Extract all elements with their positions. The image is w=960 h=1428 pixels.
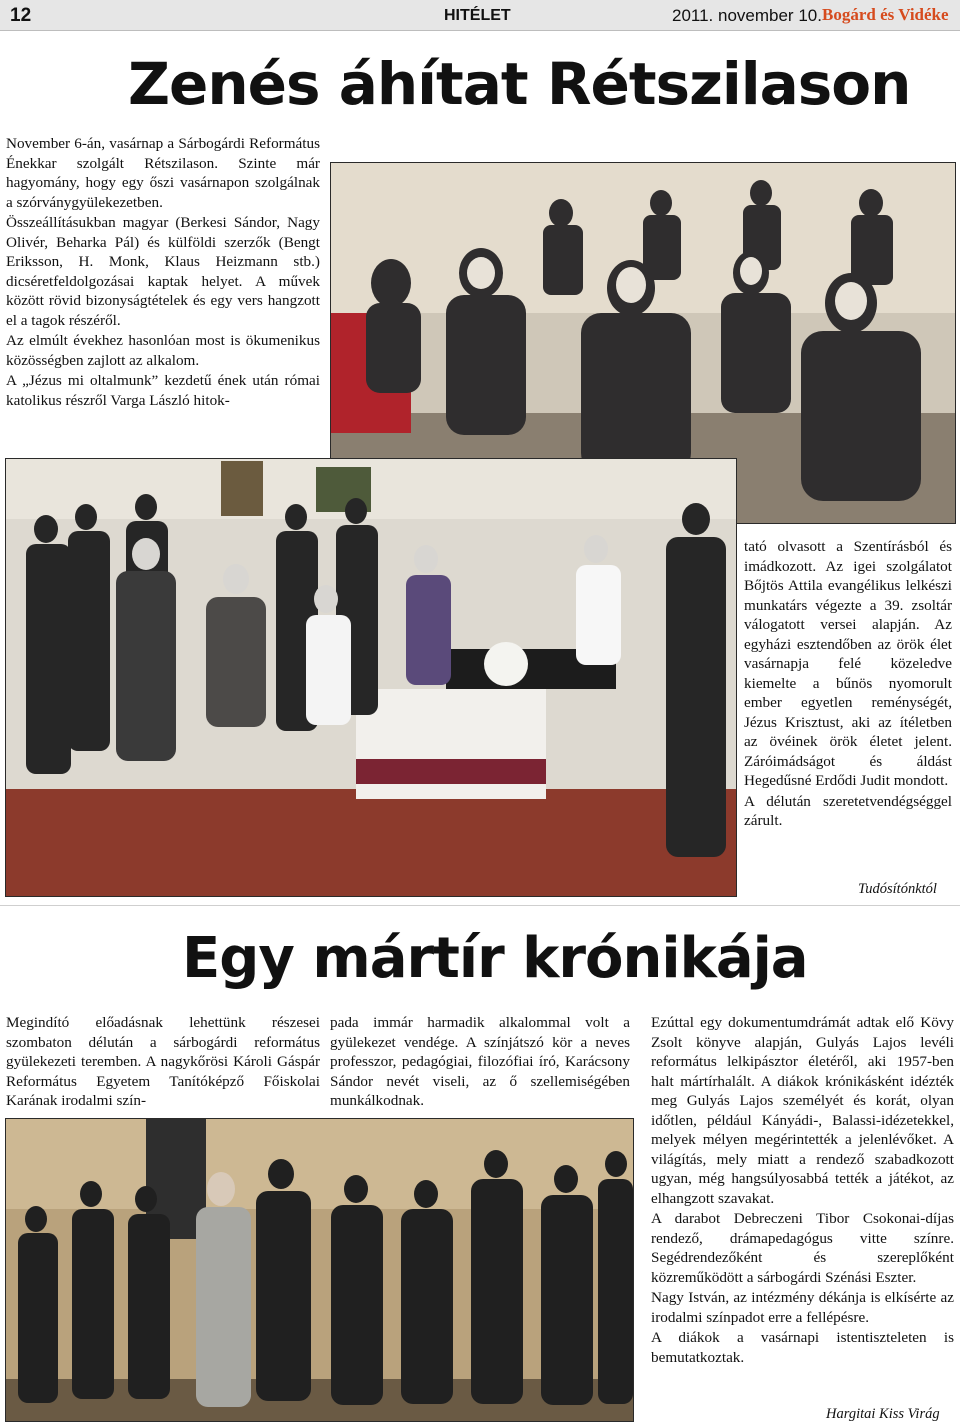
issue-date: 2011. november 10.: [672, 6, 822, 25]
article-divider: [0, 905, 960, 906]
page-header: [0, 0, 960, 31]
article-column: [330, 1013, 630, 1112]
students-photo-art: [6, 1119, 633, 1421]
section-label: HITÉLET: [444, 7, 511, 24]
students-photo: [5, 1118, 634, 1422]
paragraph: Megindító előadásnak lehettünk részesei szombaton délután a sárbogárdi református gyülekezeti teremben. A nagykőrösi Károli Gáspár Református Egyetem Tanítóképző Főiskolai Karának irodalmi szín-: [6, 1014, 320, 1109]
article-column: [6, 1013, 320, 1112]
article-column: [6, 134, 320, 411]
paragraph: Összeállításukban magyar (Berkesi Sándor, Nagy Olivér, Beharka Pál) és külföldi szerzők (Bengt Eriksson, H. Monk, Klaus Heizmann stb.) dicséretfeldolgozásai kaptak helyet. A művek között rövid bizonyságtételek és egy vers hangzott el a tagok részéről.: [6, 214, 320, 329]
paragraph: A „Jézus mi oltalmunk” kezdetű ének után római katolikus részről Varga László hitok-: [6, 372, 320, 409]
publication-name: Bogárd és Vidéke: [822, 5, 949, 24]
paragraph: November 6-án, vasárnap a Sárbogárdi Református Énekkar szolgált Rétszilason. Szinte már hagyomány, hogy egy őszi vasárnapon szolgálnak a szórványgyülekezetben.: [6, 135, 320, 211]
paragraph: Nagy István, az intézmény dékánja is elkísérte az irodalmi színpadot erre a fellépésre.: [651, 1289, 954, 1326]
article-column: [744, 537, 952, 832]
article-credit: Tudósítónktól: [858, 881, 937, 897]
page-number: 12: [10, 5, 32, 26]
choir-photo: [5, 458, 737, 897]
paragraph: Ezúttal egy dokumentumdrámát adtak elő Kövy Zsolt könyve alapján, Gulyás Lajos levéli református lelkipásztor életéről, aki 1957-ben halt mártírhalált. A diákok krónikásként idézték meg Gulyás Lajos személyét és korát, olyan időtlen, például Kányádi-, Balassi-idézetekkel, melyek mélyen megérintették a jelenlévőket. A világítás, mely miatt a rendező szabadkozott ugyan, még hangsúlyosabbá tették a játékot, az elhangzott szavakat.: [651, 1014, 954, 1207]
paragraph: A darabot Debreczeni Tibor Csokonai-díjas rendező, drámapedagógus vitte színre. Segédrendezőként és szereplőként közreműködött a sárbogárdi Szénási Eszter.: [651, 1210, 954, 1286]
article-credit: Hargitai Kiss Virág: [826, 1406, 940, 1422]
paragraph: A diákok a vasárnapi istentiszteleten is bemutatkoztak.: [651, 1329, 954, 1366]
choir-photo-art: [6, 459, 736, 896]
paragraph: tató olvasott a Szentírásból és imádkozott. Az igei szolgálatot Bőjtös Attila evangélikus lelkészi munkatárs végezte a 39. zsoltár válogatott versei alapján. Az egyházi esztendőben az örök élet vasárnapja felé közeledve kiemelte a bűnös nyomorult ember egyetlen reménységét, Jézus Krisztust, aki az ítéletben az övéinek örök életet jelent. Záróimádságot és áldást Hegedűsné Erdődi Judit mondott.: [744, 538, 952, 789]
paragraph: Az elmúlt évekhez hasonlóan most is ökumenikus közösségben zajlott az alkalom.: [6, 332, 320, 369]
paragraph: pada immár harmadik alkalommal volt a gyülekezet vendége. A színjátszó kör a neves professzor, pedagógiai, filozófiai író, Karácsony Sándor nevét viseli, az ő szellemiségében munkálkodnak.: [330, 1014, 630, 1109]
article-title: Egy mártír krónikája: [182, 926, 808, 991]
article-column: [651, 1013, 954, 1368]
paragraph: A délután szeretetvendégséggel zárult.: [744, 792, 952, 829]
article-title: Zenés áhítat Rétszilason: [128, 50, 911, 118]
